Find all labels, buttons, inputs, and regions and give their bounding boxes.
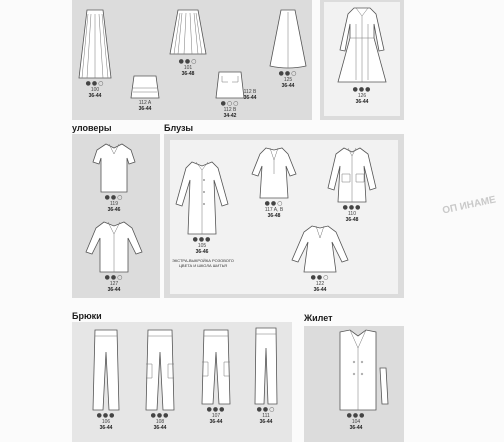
difficulty-dots: ●●○ <box>264 200 284 207</box>
model-number: 107 <box>211 413 221 419</box>
pattern-item[interactable] <box>326 328 386 431</box>
difficulty-dots: ●○○ <box>220 100 240 107</box>
vest-illustration <box>326 328 390 412</box>
difficulty-dots: ●●● <box>206 406 226 413</box>
size-range: 36-48 <box>267 213 281 219</box>
model-number: 117 A, B <box>264 207 284 213</box>
section-title-pullovers: уловеры <box>72 123 112 133</box>
size-range: 36-44 <box>99 425 113 431</box>
difficulty-dots: ●●○ <box>104 274 124 281</box>
tunic-illustration <box>250 144 298 200</box>
difficulty-dots: ●●○ <box>278 70 298 77</box>
model-number: 125 <box>283 77 293 83</box>
pattern-item[interactable] <box>322 144 382 223</box>
size-range: 36-44 <box>243 95 257 101</box>
top-illustration <box>84 218 144 274</box>
model-number: 106 <box>101 419 111 425</box>
shirt-illustration <box>172 158 232 236</box>
model-number: 100 <box>90 87 100 93</box>
dress-illustration <box>334 4 390 86</box>
size-range: 36-44 <box>138 106 152 112</box>
pattern-item[interactable] <box>332 4 392 105</box>
sewing-school-note: ЭКСТРА-ВЫКРОЙКА РОЗОВОГО ЦВЕТА И ШКОЛА ШИТЬЯ <box>172 258 234 268</box>
difficulty-dots: ●●● <box>342 204 362 211</box>
size-range: 36-44 <box>281 83 295 89</box>
pattern-item[interactable] <box>236 326 296 425</box>
trousers-illustration <box>197 328 235 406</box>
size-range: 36-44 <box>153 425 167 431</box>
model-number: 110 <box>348 211 356 217</box>
pattern-item[interactable] <box>158 8 218 77</box>
model-number: 105 <box>197 243 207 249</box>
section-title-blouses: Блузы <box>164 123 194 133</box>
pattern-item[interactable] <box>290 222 350 293</box>
blouse-illustration <box>290 222 350 274</box>
section-title-vest: Жилет <box>304 313 333 323</box>
difficulty-dots: ●●● <box>150 412 170 419</box>
model-number: 112 B <box>223 107 237 113</box>
pattern-item[interactable] <box>230 89 270 101</box>
pattern-item[interactable] <box>115 74 175 112</box>
size-range: 34-42 <box>223 113 237 119</box>
difficulty-dots: ●●● <box>346 412 366 419</box>
difficulty-dots: ●●● <box>192 236 212 243</box>
size-range: 36-44 <box>259 419 273 425</box>
difficulty-dots: ●●○ <box>256 406 276 413</box>
watermark: ОП ИНАМЕ <box>441 194 497 217</box>
pattern-item[interactable] <box>172 158 232 255</box>
section-title-trousers: Брюки <box>72 311 102 321</box>
model-number: 122 <box>315 281 325 287</box>
pattern-item[interactable] <box>130 328 190 431</box>
difficulty-dots: ●●○ <box>85 80 105 87</box>
skirt-illustration <box>128 74 162 100</box>
size-range: 36-44 <box>355 99 369 105</box>
skirt-illustration <box>75 8 115 80</box>
model-number: 112 A <box>138 100 152 106</box>
model-number: 101 <box>183 65 193 71</box>
size-range: 36-44 <box>349 425 363 431</box>
skirt-illustration <box>268 8 308 70</box>
size-range: 36-48 <box>345 217 359 223</box>
pattern-item[interactable] <box>76 328 136 431</box>
size-range: 36-44 <box>88 93 102 99</box>
model-number: 126 <box>357 93 367 99</box>
difficulty-dots: ●●● <box>96 412 116 419</box>
difficulty-dots: ●●○ <box>104 194 124 201</box>
pattern-item[interactable] <box>84 218 144 293</box>
model-number: 108 <box>155 419 165 425</box>
difficulty-dots: ●●○ <box>178 58 198 65</box>
size-range: 36-44 <box>209 419 223 425</box>
model-number: 127 <box>109 281 119 287</box>
size-range: 36-46 <box>195 249 209 255</box>
pattern-item[interactable] <box>84 140 144 213</box>
size-range: 36-44 <box>107 287 121 293</box>
size-range: 36-48 <box>181 71 195 77</box>
trousers-illustration <box>89 328 123 412</box>
model-number: 104 <box>351 419 361 425</box>
size-range: 36-46 <box>107 207 121 213</box>
trousers-illustration <box>250 326 282 406</box>
model-number: 119 <box>110 201 118 207</box>
trousers-illustration <box>141 328 179 412</box>
model-number: 112 B <box>243 89 257 95</box>
pattern-item[interactable] <box>258 8 318 89</box>
top-illustration <box>91 140 137 194</box>
difficulty-dots: ●●○ <box>310 274 330 281</box>
difficulty-dots: ●●● <box>352 86 372 93</box>
skirt-illustration <box>166 8 210 58</box>
model-number: 111 <box>262 413 270 419</box>
size-range: 36-44 <box>313 287 327 293</box>
shirt-illustration <box>326 144 378 204</box>
pattern-item[interactable] <box>244 144 304 219</box>
